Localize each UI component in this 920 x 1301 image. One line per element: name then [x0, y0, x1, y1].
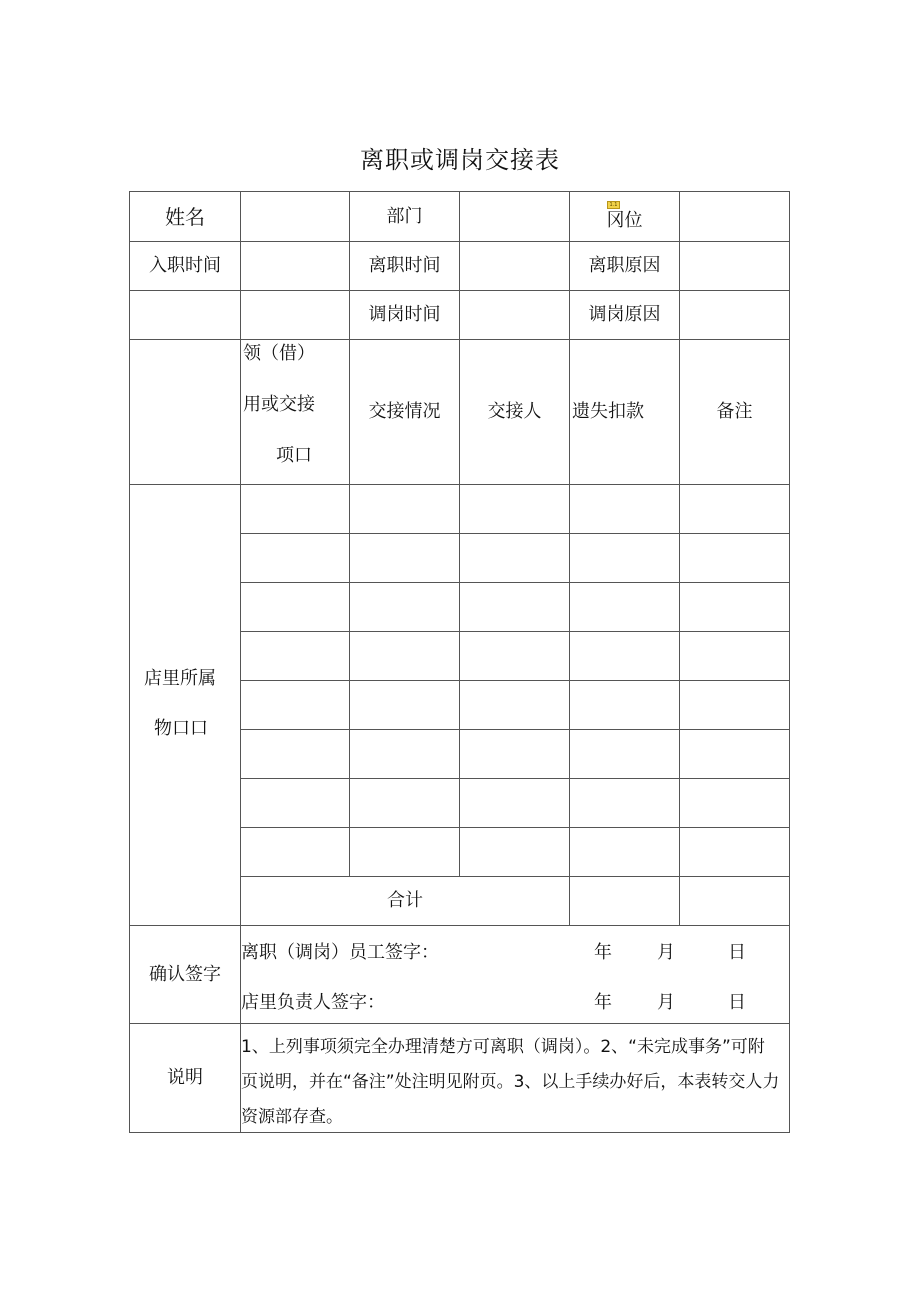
section-label-line1: 店里所属 [144, 668, 216, 689]
deduction-column-header: 遗失扣款 [572, 401, 644, 423]
comment-marker-icon: 1.1 [607, 201, 620, 209]
item-column-header [241, 340, 349, 484]
employee-sign-day: 日 [728, 942, 746, 963]
item-header-line1: 领（借） [243, 343, 315, 364]
transfer-time-label: 调岗时间 [368, 304, 441, 326]
leave-time-label: 离职时间 [368, 255, 441, 277]
manager-signature-label: 店里负责人签字： [241, 992, 385, 1013]
note-label: 说明 [167, 1067, 203, 1089]
total-remark-field[interactable] [680, 877, 789, 925]
transfer-reason-field[interactable] [680, 291, 789, 339]
employee-sign-year: 年 [594, 942, 612, 963]
transfer-time-field[interactable] [460, 291, 569, 339]
total-deduction-field[interactable] [570, 877, 679, 925]
join-time-label: 入职时间 [149, 255, 221, 277]
page-title: 离职或调岗交接表 [360, 146, 560, 174]
handler-column-header: 交接人 [487, 401, 542, 423]
leave-time-field[interactable] [460, 242, 569, 290]
confirm-label: 确认签字 [149, 963, 221, 985]
item-header-line2: 用或交接 [243, 394, 315, 415]
post-field[interactable] [680, 192, 789, 241]
total-label: 合计 [387, 890, 423, 912]
employee-signature-label: 离职（调岗）员工签字： [241, 942, 439, 963]
leave-reason-label: 离职原因 [588, 255, 661, 277]
dept-field[interactable] [460, 192, 569, 241]
item-header-line3: 项口 [276, 445, 312, 466]
note-text: 1、上列事项须完全办理清楚方可离职（调岗）。2、“未完成事务”可附页说明，并在“备注”处注明见附页。3、以上手续办好后，本表转交人力资源部存查。 [241, 1037, 780, 1127]
manager-sign-month: 月 [657, 992, 675, 1013]
section-label-line2: 物口口 [154, 718, 208, 739]
leave-reason-field[interactable] [680, 242, 789, 290]
section-label [130, 665, 240, 755]
employee-sign-month: 月 [657, 942, 675, 963]
remark-column-header: 备注 [716, 401, 753, 423]
dept-label: 部门 [386, 205, 423, 227]
manager-sign-day: 日 [728, 992, 746, 1013]
join-time-field[interactable] [241, 242, 349, 290]
transfer-reason-label: 调岗原因 [588, 304, 661, 326]
name-field[interactable] [241, 192, 349, 241]
manager-sign-year: 年 [594, 992, 612, 1013]
post-label: 冈位 [606, 209, 643, 231]
name-label: 姓名 [165, 204, 205, 229]
status-column-header: 交接情况 [368, 401, 441, 423]
